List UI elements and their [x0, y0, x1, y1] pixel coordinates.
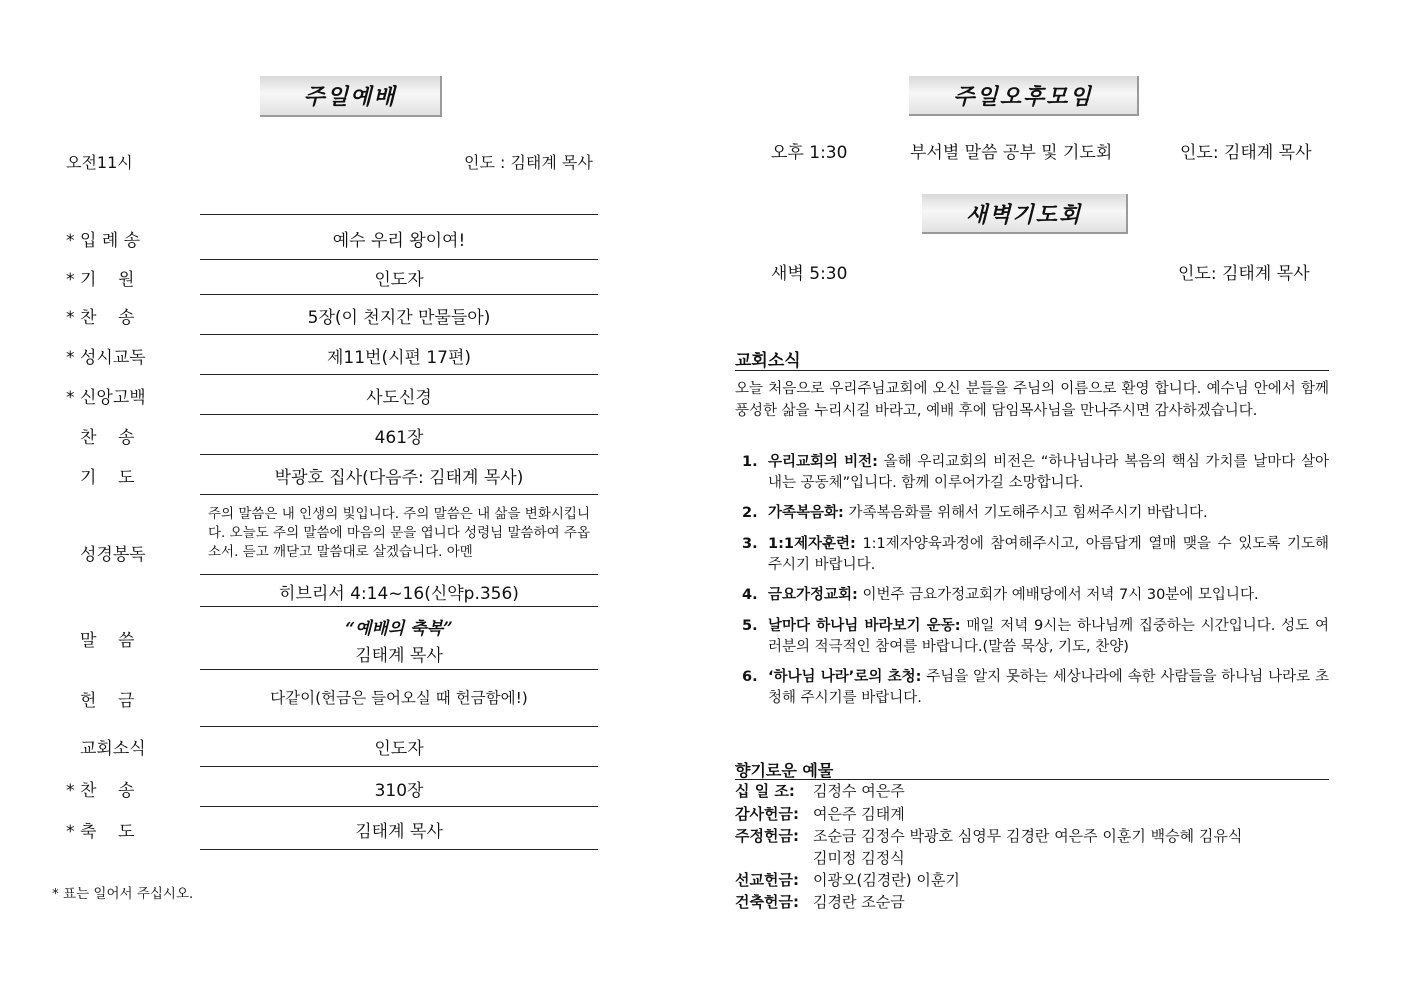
news-rule [735, 370, 1329, 371]
worship-title: 주일예배 [260, 76, 442, 117]
order-label: 말 씀 [80, 631, 135, 651]
order-value: 예수 우리 왕이여! [332, 231, 466, 251]
table-rule [200, 806, 598, 807]
offering-row: 주정헌금: 조순금 김정수 박광호 심영무 김경란 여은주 이훈기 백승혜 김유식 [735, 827, 1243, 845]
offering-row: 십 일 조: 김정수 여은주 [735, 782, 905, 800]
sermon-title: “예배의 축복” [345, 619, 453, 639]
order-value: 다같이(헌금은 들어오실 때 헌금함에!) [270, 689, 528, 707]
order-label: * 축 도 [66, 822, 135, 842]
offerings-heading: 향기로운 예물 [735, 761, 834, 780]
order-label: 찬 송 [80, 428, 135, 448]
table-rule [200, 414, 598, 415]
table-rule [200, 454, 598, 455]
scripture-reference: 히브리서 4:14~16(신약p.356) [279, 584, 519, 604]
table-rule [200, 574, 598, 575]
dawn-title: 새벽기도회 [922, 194, 1128, 234]
order-label: * 찬 송 [66, 781, 135, 801]
news-item: 6. ‘하나님 나라’로의 초청: 주님을 알지 못하는 세상나라에 속한 사람들을 하나님 나라로 초청해 주시기를 바랍니다. [742, 669, 1329, 706]
order-value: 박광호 집사(다음주: 김태계 목사) [274, 468, 524, 488]
order-value: 사도신경 [366, 388, 432, 408]
table-rule [200, 726, 598, 727]
table-rule [200, 259, 598, 260]
afternoon-title: 주일오후모임 [909, 76, 1139, 116]
table-rule [200, 294, 598, 295]
offering-row: 감사헌금: 여은주 김태계 [735, 805, 905, 823]
offering-row: 김미정 김정식 [813, 849, 905, 867]
news-item: 1. 우리교회의 비전: 올해 우리교회의 비전은 “하나님나라 복음의 핵심 가치를 날마다 살아내는 공동체”입니다. 함께 이루어가길 소망합니다. [742, 454, 1329, 491]
order-label: 기 도 [80, 468, 135, 488]
news-item: 4. 금요가정교회: 이번주 금요가정교회가 예배당에서 저녁 7시 30분에 모입니다. [742, 587, 1259, 603]
afternoon-time: 오후 1:30 [771, 143, 848, 163]
footnote: * 표는 일어서 주십시오. [52, 886, 194, 902]
news-item: 2. 가족복음화: 가족복음화를 위해서 기도해주시고 힘써주시기 바랍니다. [742, 505, 1208, 521]
order-value: 제11번(시편 17편) [326, 348, 472, 368]
table-rule [200, 669, 598, 670]
order-value: 인도자 [374, 739, 424, 759]
worship-leader: 인도 : 김태계 목사 [464, 153, 593, 172]
order-value: 461장 [374, 428, 424, 448]
news-heading: 교회소식 [735, 351, 801, 371]
order-label: * 신앙고백 [66, 388, 146, 408]
sermon-preacher: 김태계 목사 [355, 646, 443, 666]
table-rule [200, 849, 598, 850]
table-rule [200, 334, 598, 335]
order-value: 5장(이 천지간 만물들아) [307, 308, 491, 328]
afternoon-leader: 인도: 김태계 목사 [1180, 143, 1312, 163]
order-value: 인도자 [374, 270, 424, 290]
order-label: * 성시교독 [66, 348, 146, 368]
news-item: 3. 1:1제자훈련: 1:1제자양육과정에 참여해주시고, 아름답게 열매 맺을 수 있도록 기도해 주시기 바랍니다. [742, 536, 1329, 573]
order-value: 310장 [374, 781, 424, 801]
worship-time: 오전11시 [66, 153, 133, 172]
order-label: * 찬 송 [66, 308, 135, 328]
dawn-leader: 인도: 김태계 목사 [1178, 264, 1310, 284]
scripture-prayer-text: 주의 말씀은 내 인생의 빛입니다. 주의 말씀은 내 삶을 변화시킵니다. 오늘도 주의 말씀에 마음의 문을 엽니다 성령님 말씀하여 주옵소서. 듣고 깨닫고 말씀대로 살겠습니다. 아멘 [208, 506, 590, 560]
order-value: 김태계 목사 [355, 822, 443, 842]
order-label: 성경봉독 [80, 545, 146, 565]
order-label: 교회소식 [80, 739, 146, 759]
table-rule [200, 494, 598, 495]
afternoon-desc: 부서별 말씀 공부 및 기도회 [910, 143, 1113, 163]
dawn-time: 새벽 5:30 [771, 264, 848, 284]
news-intro: 오늘 처음으로 우리주님교회에 오신 분들을 주님의 이름으로 환영 합니다. 예수님 안에서 함께 풍성한 삶을 누리시길 바라고, 예배 후에 담임목사님을 만나주시면 감사하겠습니다. [735, 381, 1329, 419]
order-label: * 입 례 송 [66, 231, 141, 251]
table-rule [200, 766, 598, 767]
order-label: 헌 금 [80, 691, 135, 711]
table-rule [200, 214, 598, 215]
news-item: 5. 날마다 하나님 바라보기 운동: 매일 저녁 9시는 하나님께 집중하는 시간입니다. 성도 여러분의 적극적인 참여를 바랍니다.(말씀 묵상, 기도, 찬양) [742, 618, 1329, 655]
offering-row: 건축헌금: 김경란 조순금 [735, 893, 905, 911]
offering-row: 선교헌금: 이광오(김경란) 이훈기 [735, 871, 960, 889]
table-rule [200, 374, 598, 375]
order-label: * 기 원 [66, 270, 135, 290]
table-rule [200, 606, 598, 607]
